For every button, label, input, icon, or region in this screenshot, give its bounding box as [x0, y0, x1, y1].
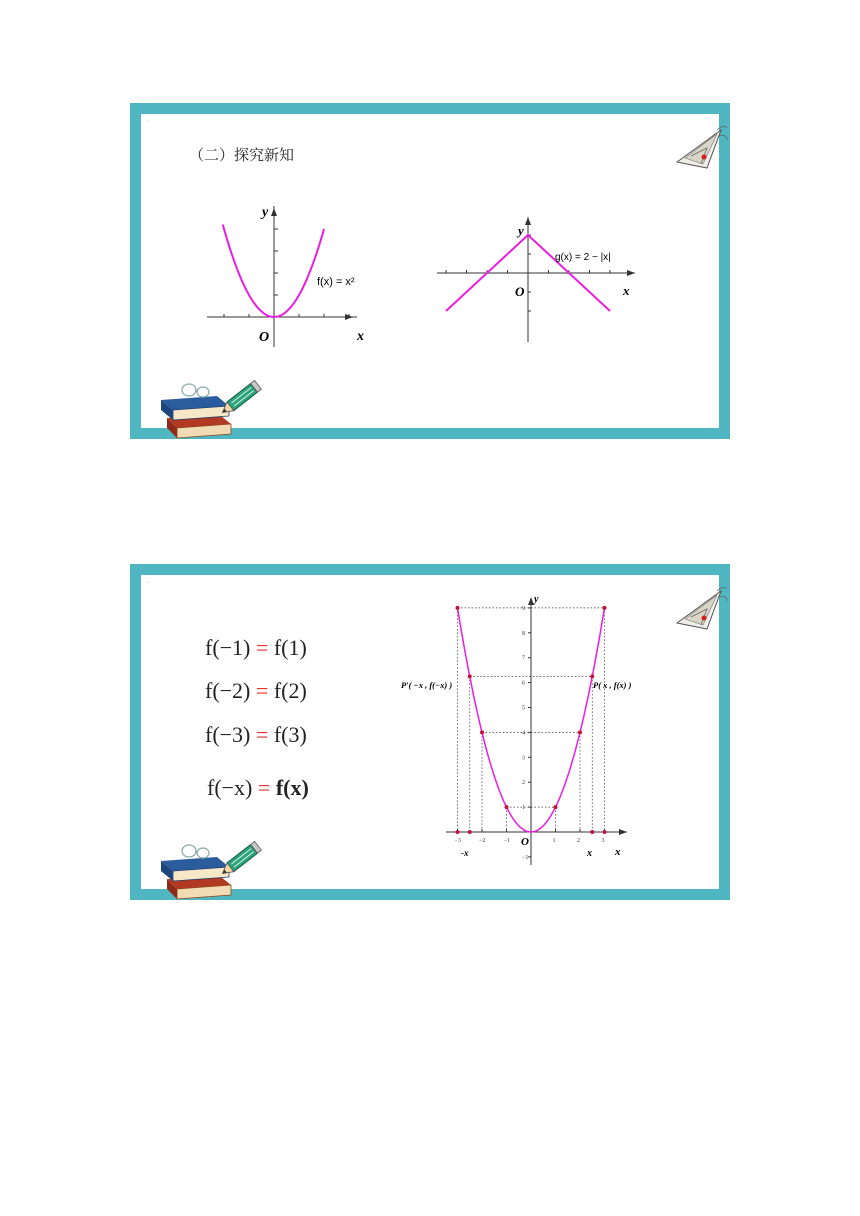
slide-2: [130, 564, 730, 900]
function-label-g: g(x) = 2 − |x|: [555, 252, 611, 263]
slide-1: [130, 103, 730, 439]
symmetry-graph: [141, 575, 741, 911]
x-tick-label: 3: [601, 838, 605, 844]
origin-label: O: [521, 836, 529, 848]
section-heading: （二）探究新知: [189, 146, 295, 164]
equation-right: f(1): [273, 635, 307, 660]
curve-point: [480, 730, 484, 734]
equals-sign: =: [255, 635, 269, 660]
x-axis-arrow-icon: [619, 829, 627, 835]
function-label-f: f(x) = x²: [317, 276, 355, 288]
y-axis-label: y: [518, 223, 524, 238]
y-tick-label: 3: [522, 755, 525, 762]
equation-right: f(3): [273, 722, 307, 747]
slide-marker: ·: [147, 579, 150, 586]
y-tick-label: 9: [522, 605, 525, 612]
point-p-prime-label: P′( −x , f(−x) ): [401, 680, 453, 690]
x-axis-label: x: [357, 329, 364, 344]
curve-point: [590, 674, 594, 678]
y-axis-label: y: [534, 594, 539, 605]
slide-marker: ·: [147, 118, 150, 125]
equation-right: f(x): [275, 775, 309, 800]
equals-sign: =: [257, 775, 271, 800]
y-tick-label: 6: [522, 680, 525, 687]
point-p-label: P( x , f(x) ): [593, 680, 632, 690]
x-tick-label: −2: [479, 838, 486, 844]
y-tick-label: 8: [522, 630, 525, 637]
equation-right: f(2): [273, 678, 307, 703]
equation-left: f(−1): [205, 635, 251, 660]
equation-left: f(−x): [207, 775, 253, 800]
x-tick-label: −3: [454, 838, 461, 844]
axis-point: [603, 830, 607, 834]
curve-point: [456, 606, 460, 610]
equation-left: f(−2): [205, 678, 251, 703]
x-axis-arrow-icon: [627, 270, 635, 276]
curve-point: [505, 805, 509, 809]
origin-label: O: [259, 330, 270, 345]
y-tick-label: −1: [522, 854, 529, 861]
y-axis-arrow-icon: [525, 217, 531, 225]
y-tick-label: 4: [522, 730, 525, 737]
y-tick-label: 5: [522, 705, 525, 712]
equation-left: f(−3): [205, 722, 251, 747]
abs-graph: [141, 114, 741, 450]
x-axis-label: x: [623, 283, 630, 298]
x-axis-label: x: [615, 846, 621, 858]
curve-point: [554, 805, 558, 809]
curve-point: [603, 606, 607, 610]
origin-label: O: [515, 284, 525, 299]
y-tick-label: 7: [522, 655, 525, 662]
x-tick-label: 2: [577, 838, 580, 844]
x-tick-label: 1: [552, 838, 556, 844]
axis-point: [590, 830, 594, 834]
y-tick-label: 2: [522, 780, 525, 787]
x-tick-label: −1: [503, 838, 510, 844]
axis-point: [468, 830, 472, 834]
neg-x-marker: -x: [461, 848, 469, 858]
equals-sign: =: [255, 678, 269, 703]
axis-point: [456, 830, 460, 834]
y-axis-label: y: [262, 205, 269, 220]
equals-sign: =: [255, 722, 269, 747]
y-tick-label: 1: [522, 805, 525, 812]
curve-point: [468, 674, 472, 678]
curve-point: [578, 730, 582, 734]
pos-x-marker: x: [587, 848, 592, 859]
